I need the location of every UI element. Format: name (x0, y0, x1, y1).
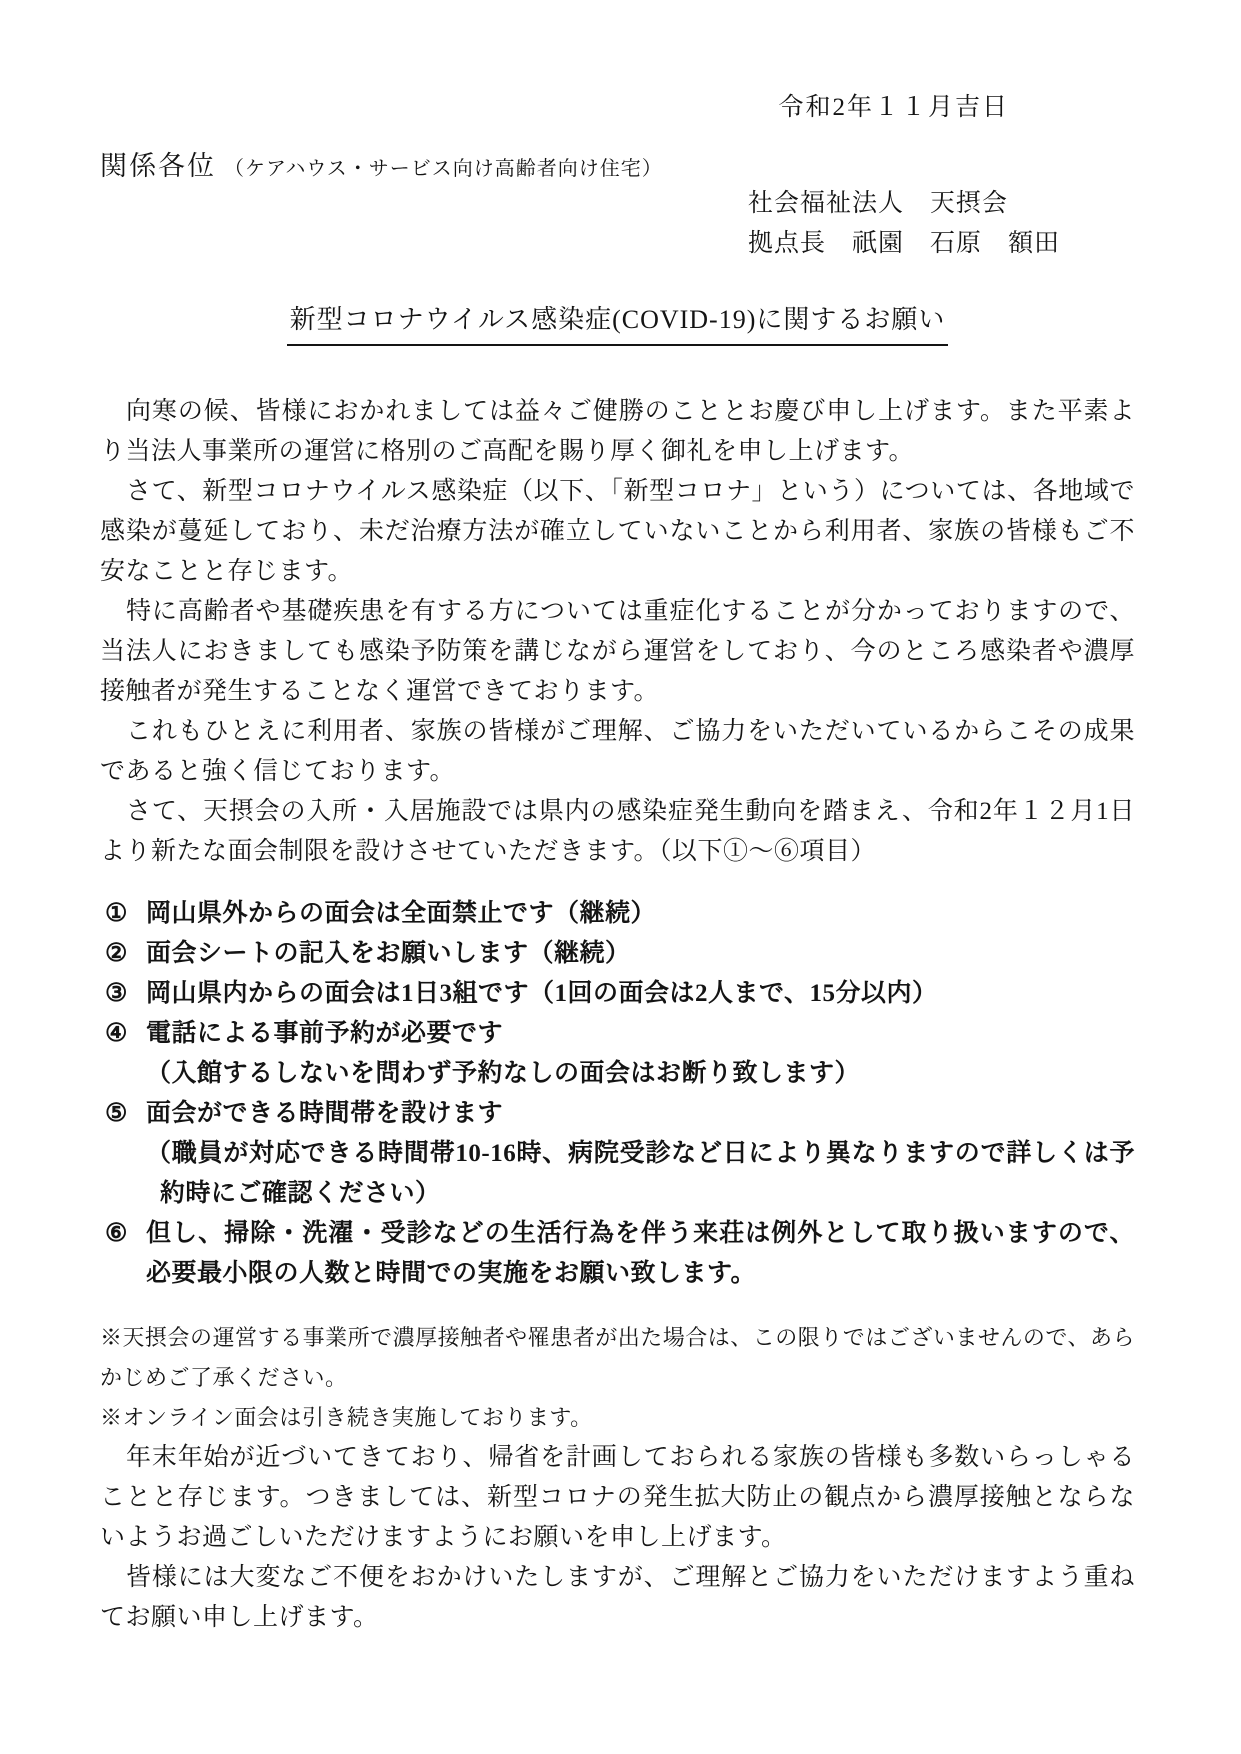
rule-subnote: （職員が対応できる時間帯10-16時、病院受診など日により異なりますので詳しくは予約時にご確認ください） (146, 1140, 1135, 1207)
rule-item-2 (105, 934, 1135, 974)
note-online-visits: ※オンライン面会は引き続き実施しております。 (100, 1405, 593, 1430)
sender-block (748, 184, 1135, 264)
rule-text: 岡山県内からの面会は1日3組です（1回の面会は2人まで、15分以内） (146, 980, 938, 1007)
recipient-line (100, 144, 1135, 184)
visiting-rules-list (105, 894, 1135, 1294)
rule-text: 電話による事前予約が必要です (146, 1020, 504, 1047)
rule-item-6 (105, 1214, 1135, 1294)
sender-organization: 社会福祉法人 天摂会 (748, 190, 1009, 217)
paragraph-seasonal-greeting: 向寒の候、皆様におかれましては益々ご健勝のこととお慶び申し上げます。また平素より当法人事業所の運営に格別のご高配を賜り厚く御礼を申し上げます。 (100, 398, 1135, 465)
rule-number: ① (105, 900, 128, 927)
notes-block (100, 1318, 1135, 1438)
paragraph-final-request: 皆様には大変なご不便をおかけいたしますが、ご理解とご協力をいただけますよう重ねてお願い申し上げます。 (100, 1564, 1135, 1631)
sender-representatives: 拠点長 祇園 石原 額田 (748, 230, 1061, 257)
rule-item-5 (105, 1094, 1135, 1214)
document-title (100, 300, 1135, 346)
paragraph-prevention-measures: 特に高齢者や基礎疾患を有する方については重症化することが分かっておりますので、当法人におきましても感染予防策を講じながら運営をしており、今のところ感染者や濃厚接触者が発生することなく運営できております。 (100, 598, 1135, 705)
rule-number: ⑤ (105, 1100, 128, 1127)
rule-text: 岡山県外からの面会は全面禁止です（継続） (146, 900, 657, 927)
rule-item-1 (105, 894, 1135, 934)
rule-subnote: （入館するしないを問わず予約なしの面会はお断り致します） (146, 1060, 861, 1087)
recipient: 関係各位 (100, 151, 216, 181)
rule-text: 但し、掃除・洗濯・受診などの生活行為を伴う来荘は例外として取り扱いますので、必要最小限の人数と時間での実施をお願い致します。 (146, 1220, 1135, 1287)
recipient-note: （ケアハウス・サービス向け高齢者向け住宅） (224, 158, 663, 180)
paragraph-covid-situation: さて、新型コロナウイルス感染症（以下、「新型コロナ」という）については、各地域で感染が蔓延しており、未だ治療方法が確立していないことから利用者、家族の皆様もご不安なことと存じます。 (100, 478, 1135, 585)
document-date: 令和2年１１月吉日 (778, 94, 1009, 121)
paragraph-gratitude: これもひとえに利用者、家族の皆様がご理解、ご協力をいただいているからこその成果であると強く信じております。 (100, 718, 1135, 785)
rule-number: ② (105, 940, 128, 967)
rule-item-3 (105, 974, 1135, 1014)
rule-number: ④ (105, 1020, 128, 1047)
rule-item-4 (105, 1014, 1135, 1094)
paragraph-new-restrictions: さて、天摂会の入所・入居施設では県内の感染症発生動向を踏まえ、令和2年１２月1日より新たな面会制限を設けさせていただきます。（以下①～⑥項目） (100, 798, 1135, 865)
rule-number: ③ (105, 980, 128, 1007)
rule-text: 面会シートの記入をお願いします（継続） (146, 940, 631, 967)
rule-text: 面会ができる時間帯を設けます (146, 1100, 504, 1127)
rule-number: ⑥ (105, 1220, 128, 1247)
document-title-text: 新型コロナウイルス感染症(COVID-19)に関するお願い (287, 300, 949, 346)
paragraph-year-end-request: 年末年始が近づいてきており、帰省を計画しておられる家族の皆様も多数いらっしゃることと存じます。つきましては、新型コロナの発生拡大防止の観点から濃厚接触とならないようお過ごしいただけますようにお願いを申し上げます。 (100, 1444, 1135, 1551)
note-exception: ※天摂会の運営する事業所で濃厚接触者や罹患者が出た場合は、この限りではございませんので、あらかじめご了承ください。 (100, 1325, 1135, 1390)
